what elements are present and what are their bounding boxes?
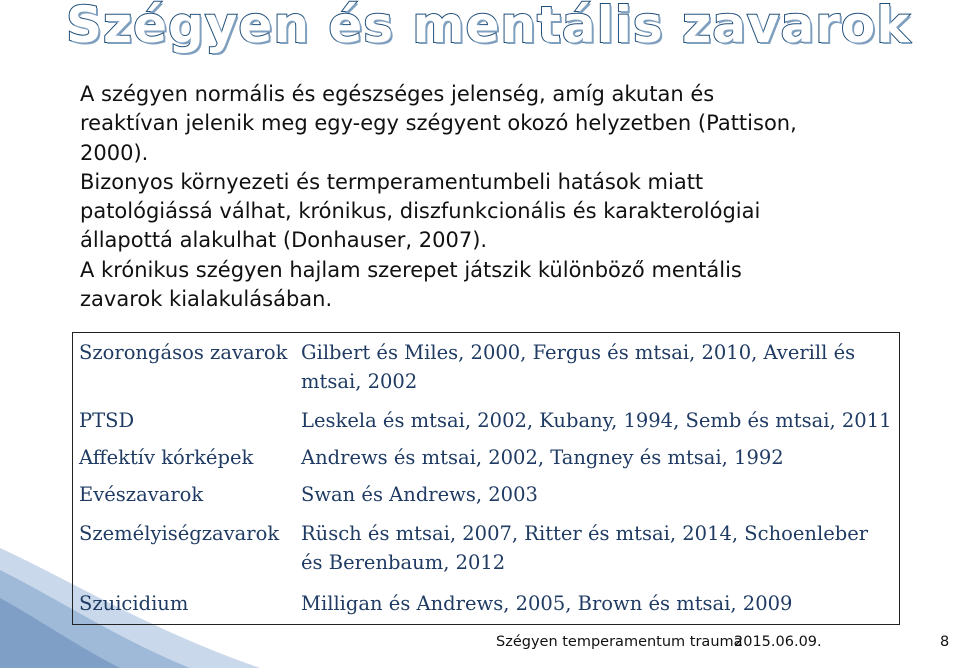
body-line: Bizonyos környezeti és termperamentumbeli hatások miatt bbox=[80, 169, 704, 194]
body-line: 2000). bbox=[80, 140, 149, 165]
slide-title: Szégyen és mentális zavarok bbox=[66, 0, 911, 54]
body-line: reaktívan jelenik meg egy-egy szégyent okozó helyzetben (Pattison, bbox=[80, 111, 797, 136]
footer-topic: Szégyen temperamentum trauma bbox=[496, 634, 743, 650]
references-table bbox=[72, 332, 900, 625]
slide-body bbox=[80, 80, 900, 314]
table-row bbox=[73, 333, 900, 403]
table-row bbox=[73, 513, 900, 585]
table-row bbox=[73, 585, 900, 625]
table-row bbox=[73, 476, 900, 513]
category-cell: Személyiségzavarok bbox=[79, 522, 280, 545]
references-cell: Andrews és mtsai, 2002, Tangney és mtsai, 1992 bbox=[301, 446, 784, 469]
references-cell: Swan és Andrews, 2003 bbox=[301, 483, 538, 506]
footer-page-number: 8 bbox=[940, 634, 950, 650]
footer-date: 2015.06.09. bbox=[734, 634, 822, 650]
body-line: A szégyen normális és egészséges jelenség, amíg akutan és bbox=[80, 82, 715, 106]
references-cell: Milligan és Andrews, 2005, Brown és mtsai, 2009 bbox=[301, 592, 793, 615]
table-row bbox=[73, 439, 900, 476]
table-row bbox=[73, 402, 900, 439]
category-cell: Affektív kórképek bbox=[79, 446, 254, 469]
category-cell: Szorongásos zavarok bbox=[79, 341, 288, 364]
references-cell: Rüsch és mtsai, 2007, Ritter és mtsai, 2014, Schoenleber és Berenbaum, 2012 bbox=[301, 522, 869, 574]
references-cell: Gilbert és Miles, 2000, Fergus és mtsai, 2010, Averill és mtsai, 2002 bbox=[301, 341, 856, 393]
category-cell: PTSD bbox=[79, 409, 135, 432]
body-line: zavarok kialakulásában. bbox=[80, 287, 333, 312]
body-line: patológiássá válhat, krónikus, diszfunkcionális és karakterológiai bbox=[80, 199, 761, 224]
references-cell: Leskela és mtsai, 2002, Kubany, 1994, Semb és mtsai, 2011 bbox=[301, 409, 892, 432]
body-line: állapottá alakulhat (Donhauser, 2007). bbox=[80, 228, 488, 253]
category-cell: Evészavarok bbox=[79, 483, 204, 506]
body-line: A krónikus szégyen hajlam szerepet játszik különböző mentális bbox=[80, 257, 742, 282]
category-cell: Szuicidium bbox=[79, 592, 189, 615]
